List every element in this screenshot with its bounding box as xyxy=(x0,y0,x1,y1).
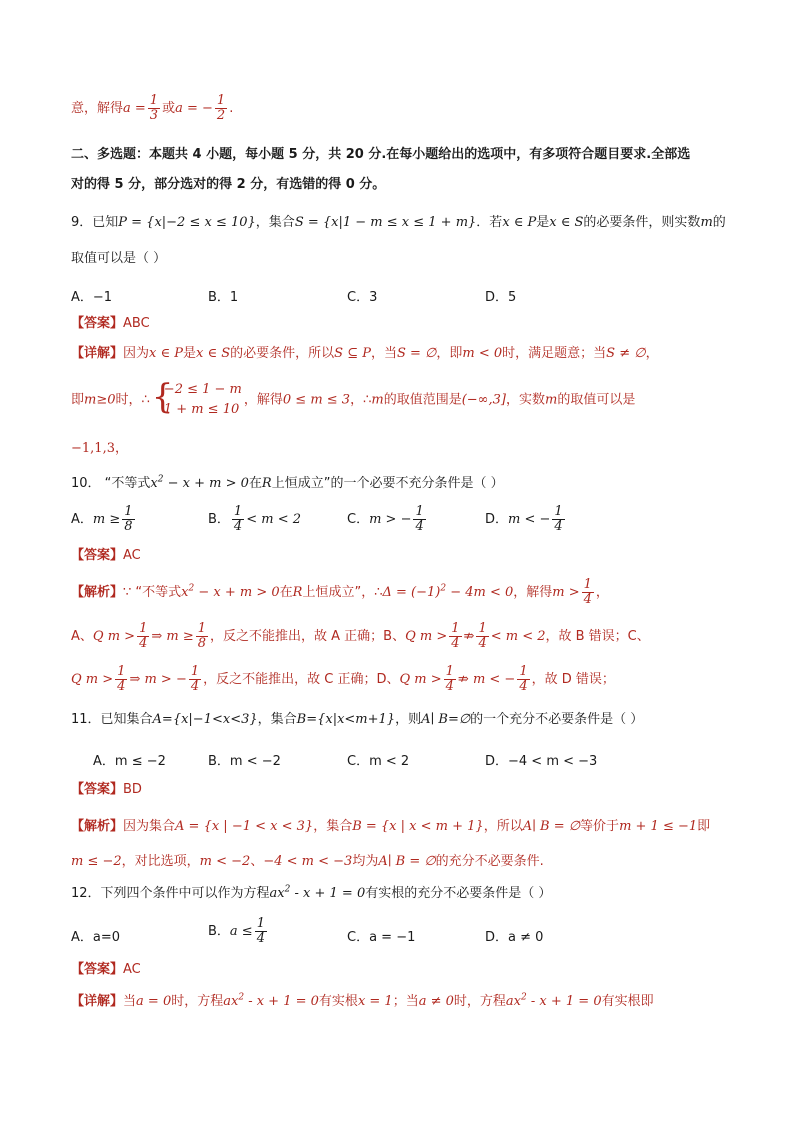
superscript: 2 xyxy=(284,884,291,895)
text: ，对比选项， xyxy=(121,854,200,869)
denominator: 4 xyxy=(554,519,563,534)
math: m + 1 ≤ −1 xyxy=(619,819,698,834)
math: −4 < m < −3 xyxy=(263,854,353,869)
q10-stem xyxy=(71,476,504,492)
fraction xyxy=(476,622,488,651)
math: B = {x | x < m + 1} xyxy=(352,819,484,834)
text: 或 xyxy=(162,101,176,116)
numerator: 1 xyxy=(415,504,424,519)
math: a = − xyxy=(175,101,213,116)
q11-analysis-line1 xyxy=(71,819,710,835)
text: 时，方程 xyxy=(453,994,506,1009)
text: 时，∴ xyxy=(115,392,150,408)
q10-option-c xyxy=(347,505,428,534)
text: 是 xyxy=(536,215,550,230)
numerator: 1 xyxy=(554,504,563,519)
math: m xyxy=(700,215,713,230)
math: Q m > xyxy=(71,672,114,687)
math: A∣ B = ∅ xyxy=(378,854,436,869)
math: ⇒ m > − xyxy=(129,672,187,687)
text: 上恒成立”的一个必要不充分条件是（ ） xyxy=(271,476,504,491)
math: ax xyxy=(223,994,239,1009)
math: R xyxy=(261,476,272,491)
superscript: 2 xyxy=(188,583,195,594)
text: 9．已知 xyxy=(71,215,119,230)
text: ，集合 xyxy=(257,712,297,727)
text: 意，解得 xyxy=(71,101,124,116)
denominator: 2 xyxy=(216,108,226,123)
math: S = {x|1 − m ≤ x ≤ 1 + m} xyxy=(294,215,477,230)
text: ，集合 xyxy=(313,819,353,834)
fraction xyxy=(122,505,134,534)
math: m > − xyxy=(369,512,412,527)
superscript: 2 xyxy=(238,992,245,1003)
q9-option-b: B．1 xyxy=(208,290,239,305)
text: ， xyxy=(595,585,609,600)
math: m≥0 xyxy=(84,392,116,408)
math: a = 0 xyxy=(136,994,172,1009)
math: - x + 1 = 0 xyxy=(290,886,366,901)
fraction xyxy=(413,505,425,534)
math: S ⊆ P xyxy=(334,346,371,361)
fraction xyxy=(232,505,244,534)
math: x ∈ P xyxy=(502,215,537,230)
math: x ∈ S xyxy=(196,346,231,361)
text: 的必要条件，则实数 xyxy=(583,215,701,230)
q12-answer xyxy=(71,962,141,978)
q11-option-b: B．m < −2 xyxy=(208,754,281,769)
q11-option-d: D．−4 < m < −3 xyxy=(485,754,598,769)
math: m > xyxy=(552,585,580,600)
math: Q m > xyxy=(399,672,442,687)
text: 因为 xyxy=(123,346,150,361)
text: 的 xyxy=(712,215,726,230)
q9-detail-line1 xyxy=(71,346,659,362)
numerator: 1 xyxy=(451,621,460,636)
text: ，反之不能推出，故 A 正确；B、 xyxy=(210,629,406,644)
q10-answer xyxy=(71,548,141,564)
denominator: 3 xyxy=(149,108,159,123)
q10-analysis-line3 xyxy=(71,665,615,694)
q10-option-a xyxy=(71,505,137,534)
superscript: 2 xyxy=(440,583,447,594)
section-heading-line1: 二、多选题：本题共 4 小题，每小题 5 分，共 20 分.在每小题给出的选项中，有多项符合题目要求.全部选 xyxy=(71,147,691,162)
numerator: 1 xyxy=(216,93,226,108)
text: 即 xyxy=(71,392,85,408)
math: Q m > xyxy=(92,629,136,644)
denominator: 4 xyxy=(478,636,487,651)
math: m < − xyxy=(508,512,551,527)
text: 的取值可以是 xyxy=(557,392,636,408)
fraction xyxy=(444,665,456,694)
q11-stem xyxy=(71,712,643,728)
math: a ≤ xyxy=(229,924,253,939)
numerator: 1 xyxy=(583,577,592,592)
fraction xyxy=(449,622,461,651)
math: − 4m < 0 xyxy=(446,585,514,600)
text: 时，满足题意；当 xyxy=(502,346,607,361)
numerator: 1 xyxy=(256,916,265,931)
text: ∵ “不等式 xyxy=(123,585,182,600)
text: 在 xyxy=(248,476,262,491)
denominator: 4 xyxy=(415,519,424,534)
numerator: 1 xyxy=(233,504,243,519)
system-row: −2 ≤ 1 − m xyxy=(163,382,242,397)
fraction xyxy=(189,665,201,694)
q11-option-c: C．m < 2 xyxy=(347,754,410,769)
text: A． xyxy=(71,512,93,527)
denominator: 4 xyxy=(139,636,148,651)
q9-option-d: D．5 xyxy=(485,290,517,305)
q12-option-d: D．a ≠ 0 xyxy=(485,930,544,945)
q12-stem xyxy=(71,886,551,902)
text: ，故 B 错误；C、 xyxy=(545,629,650,644)
math: x xyxy=(150,476,158,491)
denominator: 4 xyxy=(583,592,592,607)
math: - x + 1 = 0 xyxy=(526,994,602,1009)
text: ，集合 xyxy=(255,215,295,230)
text: ，所以 xyxy=(483,819,523,834)
text: ，即 xyxy=(436,346,463,361)
denominator: 4 xyxy=(117,679,126,694)
q10-option-b xyxy=(208,505,301,534)
numerator: 1 xyxy=(139,621,148,636)
math: ⇏ m < − xyxy=(457,672,516,687)
q11-analysis-line2 xyxy=(71,854,544,870)
math: x ∈ S xyxy=(549,215,584,230)
math: x ∈ P xyxy=(149,346,183,361)
text: 、 xyxy=(250,854,264,869)
prev-solution-tail xyxy=(71,94,233,123)
numerator: 1 xyxy=(117,664,126,679)
text: ，∴ xyxy=(350,392,372,408)
fraction xyxy=(148,94,160,123)
answer-tag: 【答案】 xyxy=(71,782,124,797)
math: < m < 2 xyxy=(490,629,546,644)
numerator: 1 xyxy=(478,621,487,636)
text: 的必要条件，所以 xyxy=(230,346,335,361)
fraction xyxy=(552,505,564,534)
text: A、 xyxy=(71,629,93,644)
text: 有实根的充分不必要条件是（ ） xyxy=(365,886,552,901)
text: 在 xyxy=(279,585,293,600)
q9-option-a: A．−1 xyxy=(71,290,113,305)
math: 0 ≤ m ≤ 3 xyxy=(282,392,351,408)
math: A∣ B = ∅ xyxy=(522,819,581,834)
superscript: 2 xyxy=(521,992,527,1003)
analysis-tag: 【解析】 xyxy=(71,819,124,834)
math: m xyxy=(371,392,384,408)
q9-detail-line3: −1,1,3， xyxy=(71,441,128,456)
brace-icon: { xyxy=(151,377,174,417)
answer-value: BD xyxy=(123,782,142,797)
text: 当 xyxy=(123,994,137,1009)
text: ；当 xyxy=(392,994,419,1009)
fraction xyxy=(255,917,267,946)
text: 上恒成立”，∴ xyxy=(302,585,383,600)
answer-tag: 【答案】 xyxy=(71,316,124,331)
q9-stem-line2: 取值可以是（ ） xyxy=(71,251,167,266)
text: ，当 xyxy=(370,346,397,361)
math: − x + m > 0 xyxy=(163,476,249,491)
q10-analysis-line1 xyxy=(71,578,609,607)
answer-value: AC xyxy=(123,962,141,977)
q11-answer xyxy=(71,782,142,798)
math: m < −2 xyxy=(199,854,251,869)
text: D． xyxy=(485,512,509,527)
math: S ≠ ∅ xyxy=(606,346,646,361)
answer-value: ABC xyxy=(123,316,150,331)
math: x = 1 xyxy=(357,994,393,1009)
q11-option-a: A．m ≤ −2 xyxy=(93,754,166,769)
q10-option-d xyxy=(485,505,567,534)
math: m < 0 xyxy=(462,346,503,361)
q9-option-c: C．3 xyxy=(347,290,378,305)
text: C． xyxy=(347,512,370,527)
math: x xyxy=(181,585,189,600)
text: 因为集合 xyxy=(123,819,176,834)
q12-option-c: C．a = −1 xyxy=(347,930,416,945)
math: B={x|x<m+1} xyxy=(296,712,396,727)
text: 12．下列四个条件中可以作为方程 xyxy=(71,886,270,901)
text: ， xyxy=(645,346,659,361)
text: 的一个充分不必要条件是（ ） xyxy=(470,712,644,727)
math: (−∞,3] xyxy=(461,392,506,408)
equation-system xyxy=(151,377,242,420)
denominator: 4 xyxy=(233,519,243,534)
numerator: 1 xyxy=(124,504,133,519)
denominator: 8 xyxy=(124,519,133,534)
math: A={x|−1<x<3} xyxy=(152,712,258,727)
fraction xyxy=(196,622,208,651)
math: m xyxy=(545,392,558,408)
text: 的充分不必要条件. xyxy=(435,854,544,869)
math: − x + m > 0 xyxy=(194,585,280,600)
denominator: 4 xyxy=(256,931,265,946)
answer-tag: 【答案】 xyxy=(71,548,124,563)
math: m ≤ −2 xyxy=(71,854,122,869)
section-heading-line2: 对的得 5 分，部分选对的得 2 分，有选错的得 0 分。 xyxy=(71,177,386,192)
numerator: 1 xyxy=(519,664,528,679)
text: 11．已知集合 xyxy=(71,712,153,727)
math: A∣ B=∅ xyxy=(421,712,471,727)
superscript: 2 xyxy=(157,474,164,485)
text: ．若 xyxy=(476,215,503,230)
fraction xyxy=(137,622,149,651)
answer-value: AC xyxy=(123,548,141,563)
denominator: 8 xyxy=(197,636,207,651)
math: a = xyxy=(123,101,146,116)
denominator: 4 xyxy=(190,679,200,694)
q9-answer xyxy=(71,316,150,332)
numerator: 1 xyxy=(190,664,200,679)
q10-analysis-line2 xyxy=(71,622,650,651)
math: a ≠ 0 xyxy=(418,994,454,1009)
text: ，实数 xyxy=(505,392,545,408)
denominator: 4 xyxy=(445,679,454,694)
fraction xyxy=(115,665,127,694)
fraction xyxy=(517,665,529,694)
analysis-tag: 【解析】 xyxy=(71,585,124,600)
q9-stem-line1 xyxy=(71,215,726,231)
text: 等价于 xyxy=(580,819,620,834)
text: ，则 xyxy=(395,712,422,727)
text: B． xyxy=(208,924,230,939)
text: 的取值范围是 xyxy=(383,392,462,408)
denominator: 4 xyxy=(451,636,460,651)
text: ，反之不能推出，故 C 正确；D、 xyxy=(203,672,400,687)
text: 时，方程 xyxy=(171,994,224,1009)
math: Δ = (−1) xyxy=(382,585,441,600)
system-row: 1 + m ≤ 10 xyxy=(163,402,240,417)
numerator: 1 xyxy=(445,664,454,679)
text: 有实根 xyxy=(318,994,358,1009)
numerator: 1 xyxy=(197,621,207,636)
fraction xyxy=(215,94,227,123)
text: 即 xyxy=(697,819,711,834)
denominator: 4 xyxy=(519,679,528,694)
text: 均为 xyxy=(352,854,379,869)
math: < m < 2 xyxy=(246,512,301,527)
math: P = {x|−2 ≤ x ≤ 10} xyxy=(118,215,256,230)
detail-tag: 【详解】 xyxy=(71,994,124,1009)
numerator: 1 xyxy=(149,93,159,108)
text: . xyxy=(229,101,234,116)
text: ，解得 xyxy=(513,585,553,600)
q12-option-a: A．a=0 xyxy=(71,930,121,945)
text: 10． “不等式 xyxy=(71,476,151,491)
text: ，解得 xyxy=(243,392,283,408)
math: R xyxy=(292,585,303,600)
text: 是 xyxy=(183,346,197,361)
math: ⇏ xyxy=(463,629,475,644)
math: Q m > xyxy=(405,629,448,644)
q12-detail-line1 xyxy=(71,994,654,1010)
answer-tag: 【答案】 xyxy=(71,962,124,977)
math: S = ∅ xyxy=(396,346,437,361)
math: A = {x | −1 < x < 3} xyxy=(175,819,314,834)
math: - x + 1 = 0 xyxy=(244,994,319,1009)
text: ，故 D 错误； xyxy=(531,672,615,687)
math: ax xyxy=(505,994,522,1009)
math: ⇒ m ≥ xyxy=(151,629,194,644)
detail-tag: 【详解】 xyxy=(71,346,124,361)
q9-detail-line2 xyxy=(71,377,636,420)
text: 有实根即 xyxy=(601,994,654,1009)
q12-option-b xyxy=(208,917,269,946)
text: B． xyxy=(208,512,230,527)
fraction xyxy=(582,578,594,607)
math: m ≥ xyxy=(92,512,121,527)
math: ax xyxy=(269,886,285,901)
